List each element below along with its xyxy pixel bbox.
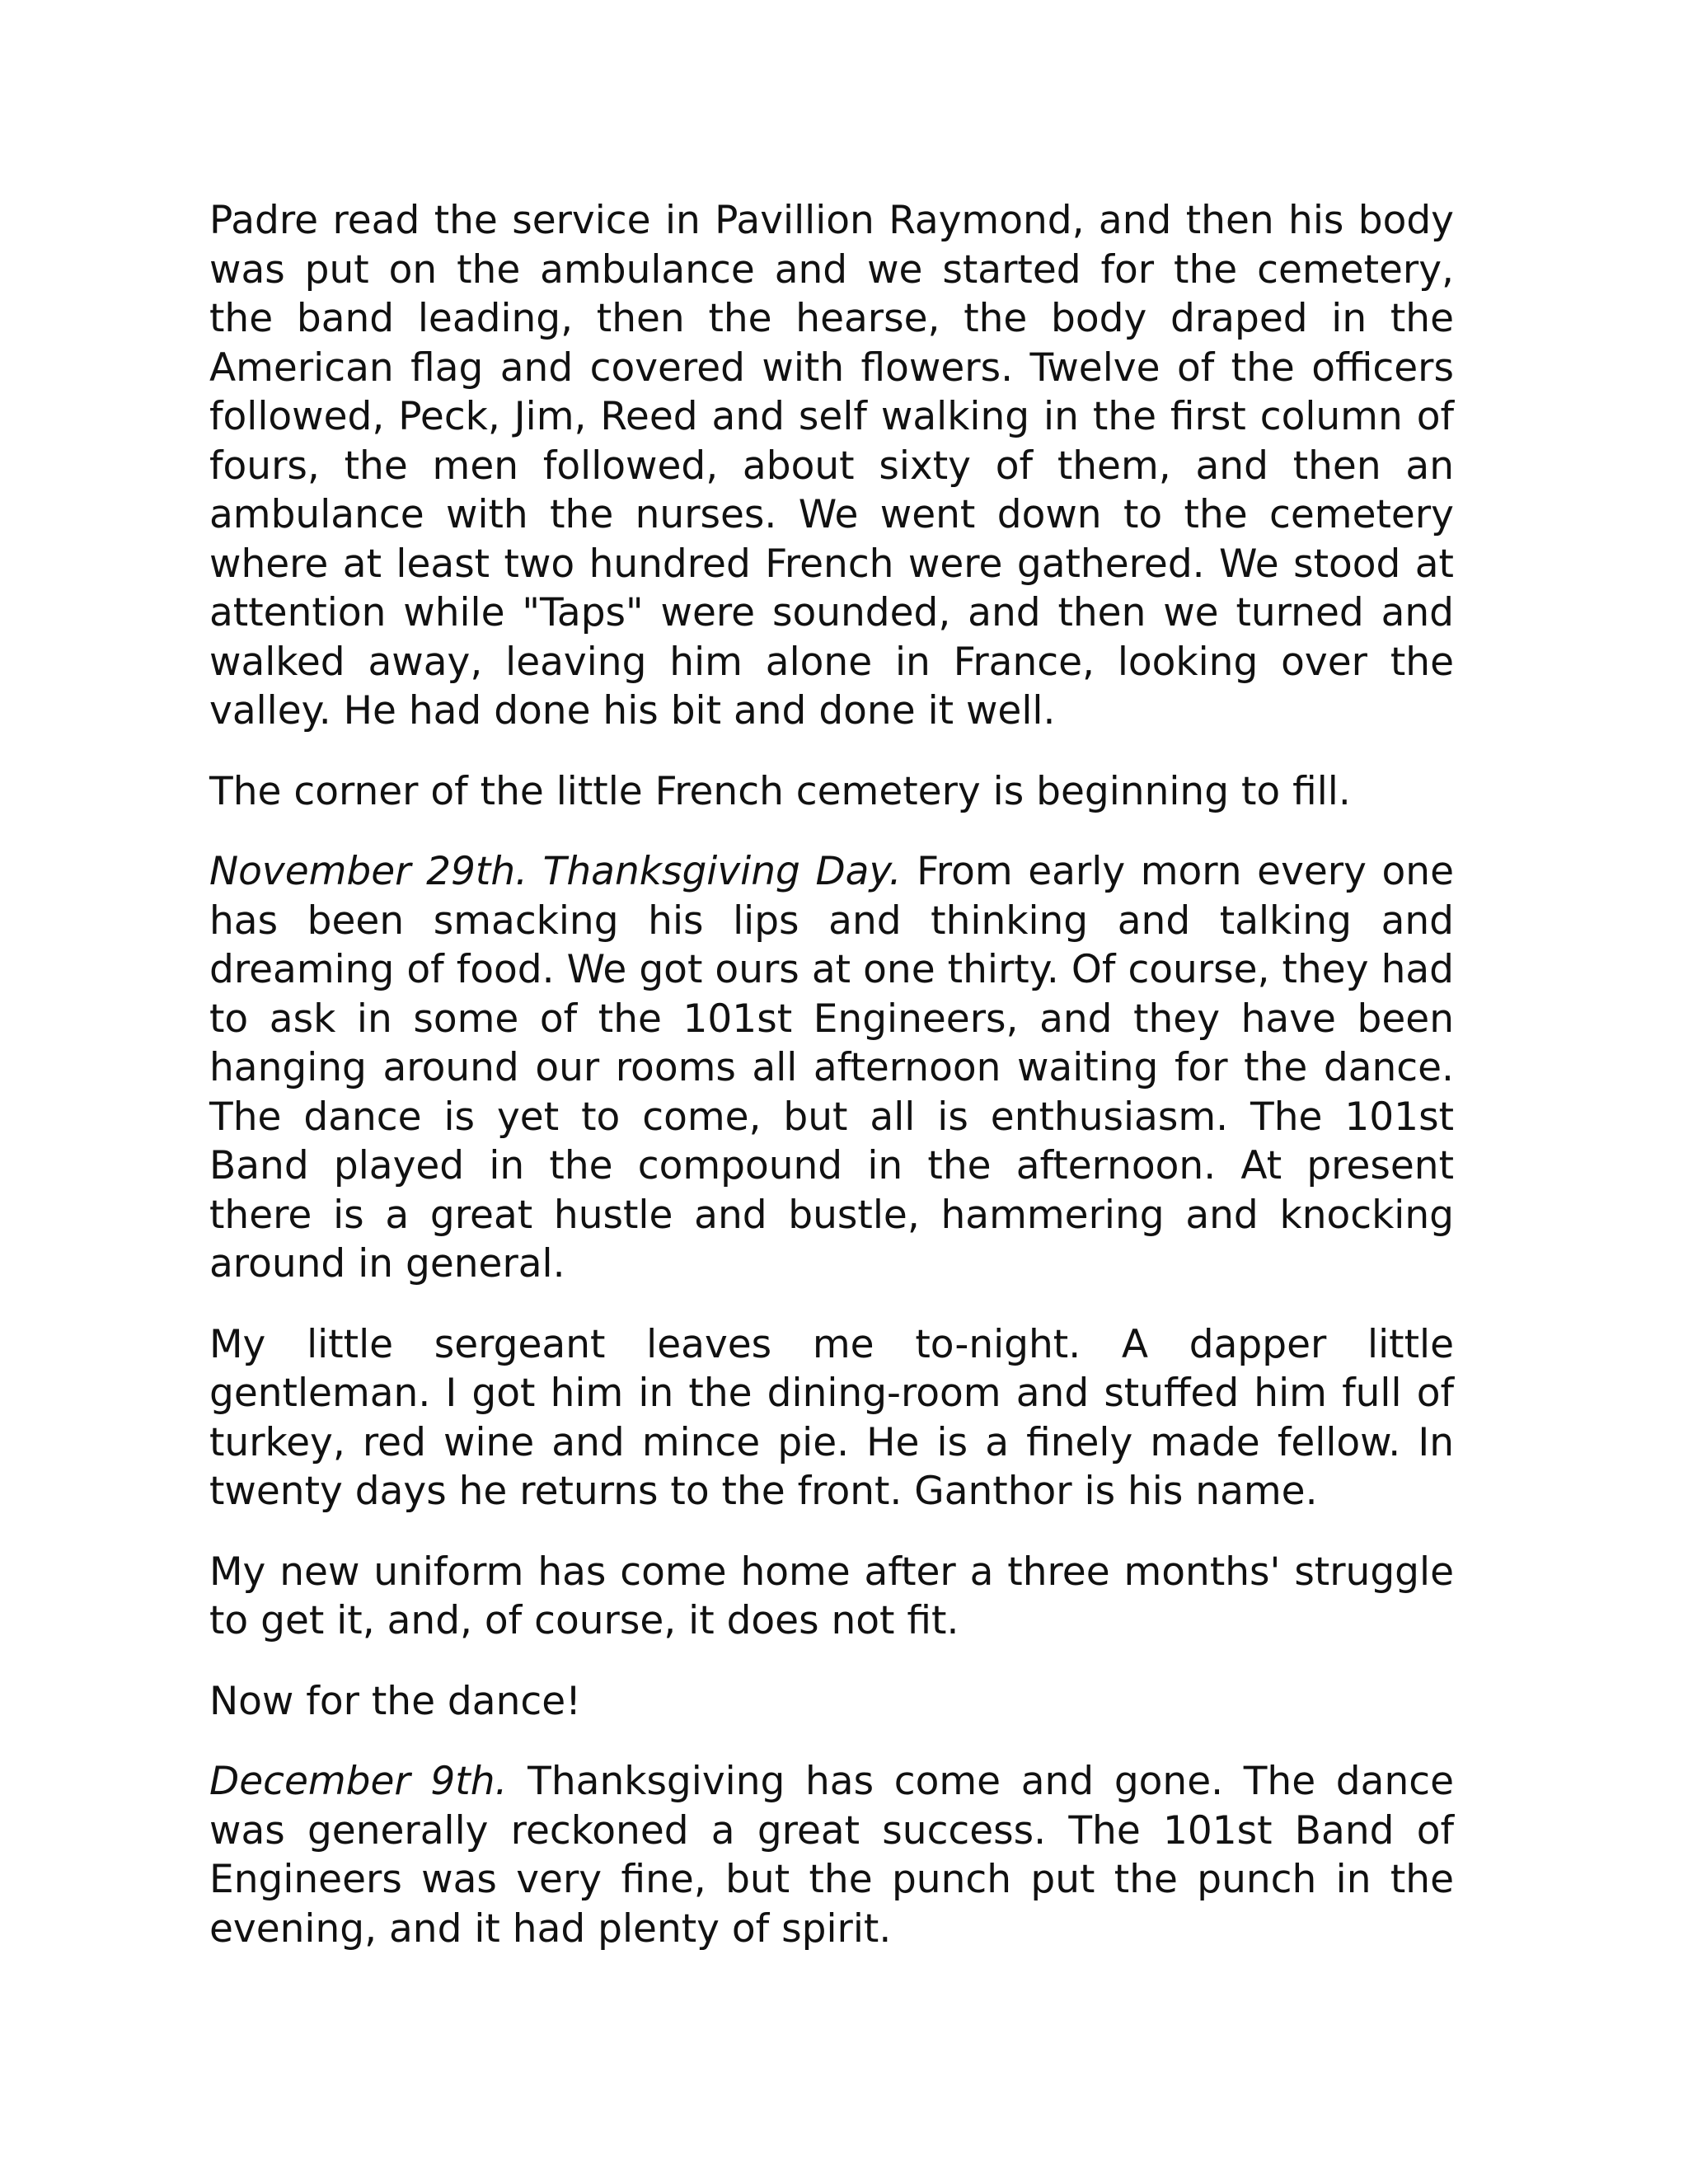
paragraph-text: From early morn every one has been smacking his lips and thinking and talking and dreaming of food. We got ours at one thirty. Of course, they had to ask in some of the 101st Engineers, and they have been hanging around our rooms all afternoon waiting for the dance. The dance is yet to come, but all is enthusiasm. The 101st Band played in the compound in the afternoon. At present there is a great hustle and bustle, hammering and knocking around in general. [209, 849, 1455, 1286]
paragraph-dance [209, 1677, 1454, 1727]
paragraph-sergeant [209, 1320, 1454, 1516]
paragraph-december [209, 1757, 1454, 1953]
paragraph-text: My new uniform has come home after a three months' struggle to get it, and, of course, it does not fit. [209, 1549, 1454, 1643]
paragraph-uniform [209, 1548, 1454, 1646]
paragraph-funeral [209, 196, 1454, 736]
paragraph-thanksgiving [209, 847, 1454, 1289]
paragraph-text: Padre read the service in Pavillion Raymond, and then his body was put on the ambulance and we started for the cemetery, the band leading, then the hearse, the body draped in the American flag and covered with flowers. Twelve of the officers followed, Peck, Jim, Reed and self walking in the first column of fours, the men followed, about sixty of them, and then an ambulance with the nurses. We went down to the cemetery where at least two hundred French were gathered. We stood at attention while "Taps" were sounded, and then we turned and walked away, leaving him alone in France, looking over the valley. He had done his bit and done it well. [209, 198, 1454, 733]
document-page [209, 196, 1454, 1985]
entry-date: November 29th. Thanksgiving Day. [209, 849, 902, 894]
paragraph-text: The corner of the little French cemetery is beginning to fill. [209, 768, 1351, 814]
paragraph-text: My little sergeant leaves me to-night. A dapper little gentleman. I got him in the dining-room and stuffed him full of turkey, red wine and mince pie. He is a finely made fellow. In twenty days he returns to the front. Ganthor is his name. [209, 1321, 1454, 1514]
paragraph-text: Thanksgiving has come and gone. The dance was generally reckoned a great success. The 101st Band of Engineers was very fine, but the punch put the punch in the evening, and it had plenty of spirit. [209, 1759, 1454, 1952]
paragraph-text: Now for the dance! [209, 1678, 581, 1724]
paragraph-cemetery-corner [209, 767, 1454, 817]
entry-date: December 9th. [209, 1759, 508, 1804]
